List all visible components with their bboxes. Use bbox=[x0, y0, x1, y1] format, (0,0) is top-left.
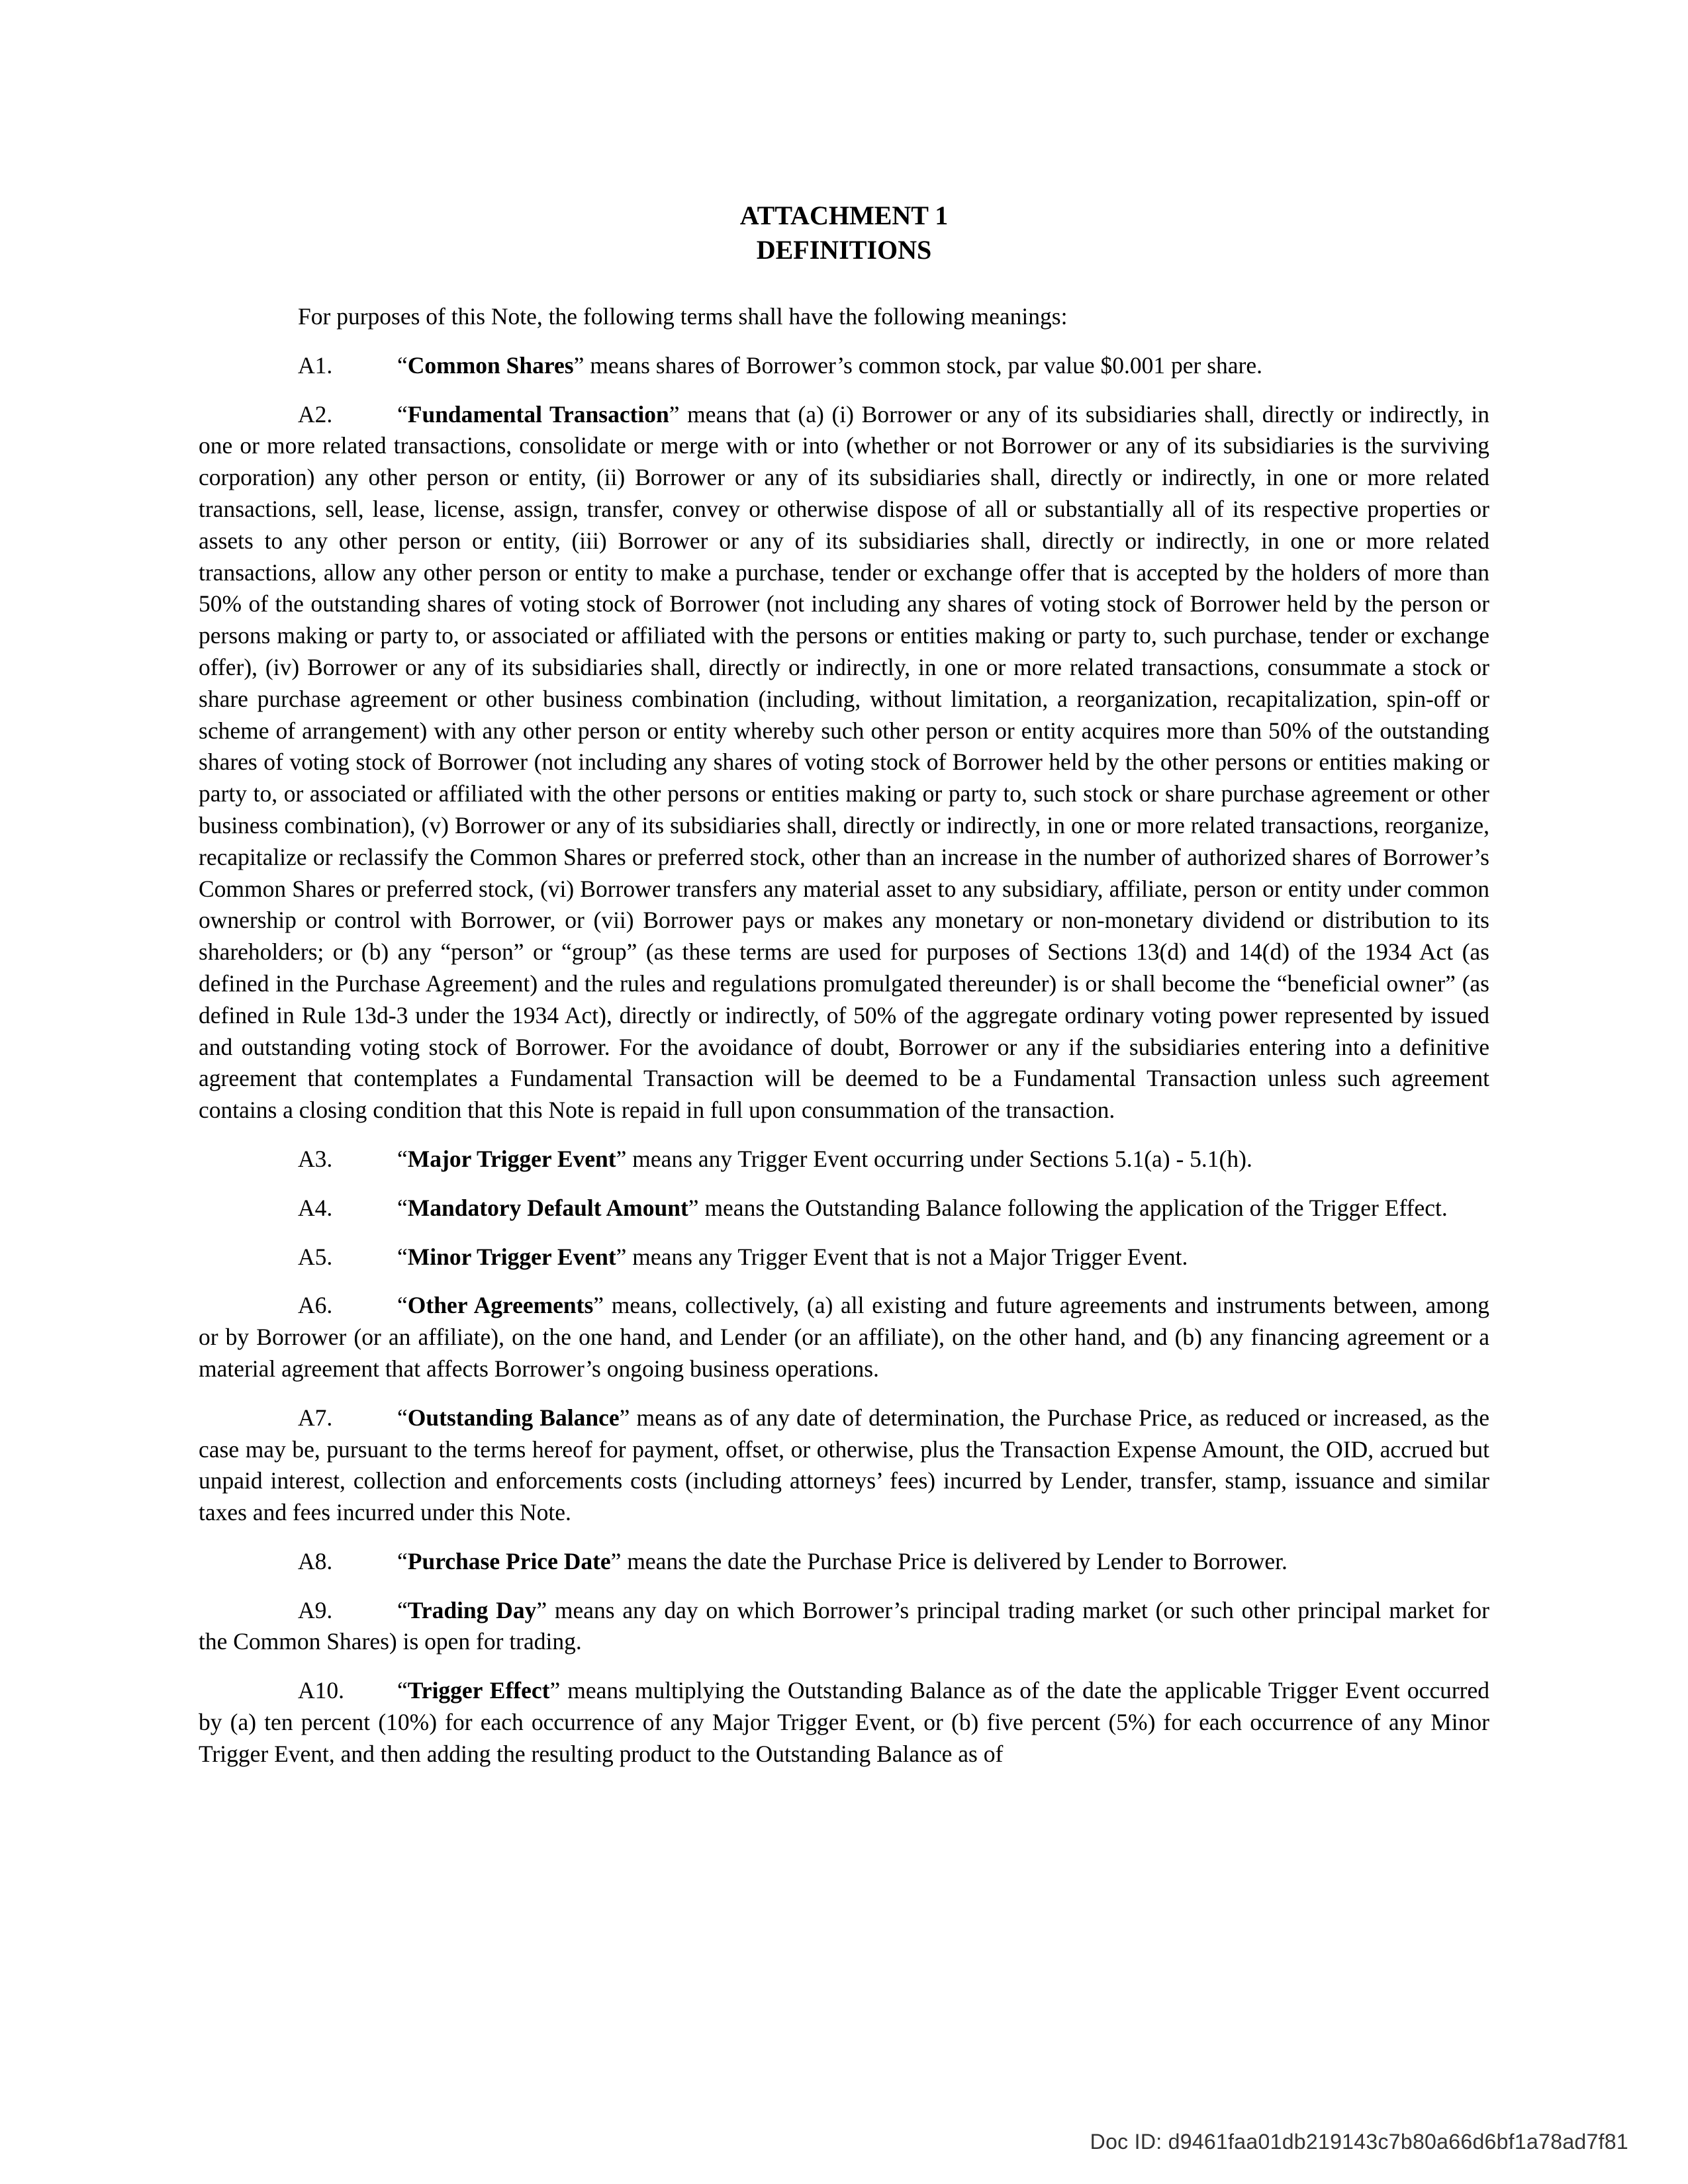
definition-term: Outstanding Balance bbox=[407, 1404, 620, 1431]
definition-text: means the date the Purchase Price is delivered by Lender to Borrower. bbox=[621, 1547, 1288, 1574]
definition-text: means any Trigger Event occurring under Sections 5.1(a) - 5.1(h). bbox=[626, 1145, 1252, 1172]
attachment-title: ATTACHMENT 1 bbox=[739, 201, 949, 230]
definition-text: means any day on which Borrower’s principal trading market (or such other principal market for the Common Shares) is open for trading. bbox=[199, 1596, 1489, 1655]
definition-a1: A1. “Common Shares” means shares of Borrower’s common stock, par value $0.001 per share. bbox=[199, 350, 1489, 382]
definition-a5: A5. “Minor Trigger Event” means any Trigger Event that is not a Major Trigger Event. bbox=[199, 1242, 1489, 1273]
definition-term: Mandatory Default Amount bbox=[407, 1194, 688, 1221]
definition-text: means that (a) (i) Borrower or any of its subsidiaries shall, directly or indirectly, in one or more related transactions, consolidate or merge with or into (whether or not Borrower or any of its subsidiaries is the surviving corporation) any other person or entity, (ii) Borrower or any of its subsidiaries shall, directly or indirectly, in one or more related transactions, sell, lease, license, assign, transfer, convey or otherwise dispose of all or substantially all of its respective properties or assets to any other person or entity, (iii) Borrower or any of its subsidiaries shall, directly or indirectly, in one or more related transactions, allow any other person or entity to make a purchase, tender or exchange offer that is accepted by the holders of more than 50% of the outstanding shares of voting stock of Borrower (not including any shares of voting stock of Borrower held by the person or persons making or party to, or associated or affiliated with the persons or entities making or party to, such purchase, tender or exchange offer), (iv) Borrower or any of its subsidiaries shall, directly or indirectly, in one or more related transactions, consummate a stock or share purchase agreement or other business combination (including, without limitation, a reorganization, recapitalization, spin-off or scheme of arrangement) with any other person or entity whereby such other person or entity acquires more than 50% of the outstanding shares of voting stock of Borrower (not including any shares of voting stock of Borrower held by the other persons or entities making or party to, or associated or affiliated with the other persons or entities making or party to, such stock or share purchase agreement or other business combination), (v) Borrower or any of its subsidiaries shall, directly or indirectly, in one or more related transactions, reorganize, recapitalize or reclassify the Common Shares or preferred stock, other than an increase in the number of authorized shares of Borrower’s Common Shares or preferred stock, (vi) Borrower transfers any material asset to any subsidiary, affiliate, person or entity under common ownership or control with Borrower, or (vii) Borrower pays or makes any monetary or non-monetary dividend or distribution to its shareholders; or (b) any “person” or “group” (as these terms are used for purposes of Sections 13(d) and 14(d) of the 1934 Act (as defined in the Purchase Agreement) and the rules and regulations promulgated thereunder) is or shall become the “beneficial owner” (as defined in Rule 13d-3 under the 1934 Act), directly or indirectly, of 50% of the aggregate ordinary voting power represented by issued and outstanding voting stock of Borrower. For the avoidance of doubt, Borrower or any if the subsidiaries entering into a definitive agreement that contemplates a Fundamental Transaction will be deemed to be a Fundamental Transaction unless such agreement contains a closing condition that this Note is repaid in full upon consummation of the transaction. bbox=[199, 400, 1489, 1124]
definition-a6: A6. “Other Agreements” means, collectively, (a) all existing and future agreements and instruments between, among or by Borrower (or an affiliate), on the one hand, and Lender (or an affiliate), on the other hand, and (b) any financing agreement or a material agreement that affects Borrower’s ongoing business operations. bbox=[199, 1290, 1489, 1385]
definition-number: A8. bbox=[298, 1547, 333, 1574]
definition-number: A4. bbox=[298, 1194, 333, 1221]
definition-number: A10. bbox=[298, 1677, 345, 1704]
definition-text: means any Trigger Event that is not a Major Trigger Event. bbox=[626, 1243, 1188, 1270]
definition-text: means the Outstanding Balance following the application of the Trigger Effect. bbox=[698, 1194, 1448, 1221]
definition-text: means shares of Borrower’s common stock, par value $0.001 per share. bbox=[584, 351, 1262, 379]
definitions-title: DEFINITIONS bbox=[756, 235, 932, 265]
definition-term: Other Agreements bbox=[407, 1292, 594, 1319]
definition-text: means, collectively, (a) all existing and future agreements and instruments between, among or by Borrower (or an affiliate), on the one hand, and Lender (or an affiliate), on the other hand, and (b) any financing agreement or a material agreement that affects Borrower’s ongoing business operations. bbox=[199, 1292, 1489, 1382]
definition-number: A3. bbox=[298, 1145, 333, 1172]
definition-term: Minor Trigger Event bbox=[407, 1243, 616, 1270]
definition-a3: A3. “Major Trigger Event” means any Trigger Event occurring under Sections 5.1(a) - 5.1(h). bbox=[199, 1144, 1489, 1175]
definition-term: Common Shares bbox=[407, 351, 574, 379]
definition-a2: A2. “Fundamental Transaction” means that (a) (i) Borrower or any of its subsidiaries shall, directly or indirectly, in one or more related transactions, consolidate or merge with or into (whether or not Borrower or any of its subsidiaries is the surviving corporation) any other person or entity, (ii) Borrower or any of its subsidiaries shall, directly or indirectly, in one or more related transactions, sell, lease, license, assign, transfer, convey or otherwise dispose of all or substantially all of its respective properties or assets to any other person or entity, (iii) Borrower or any of its subsidiaries shall, directly or indirectly, in one or more related transactions, allow any other person or entity to make a purchase, tender or exchange offer that is accepted by the holders of more than 50% of the outstanding shares of voting stock of Borrower (not including any shares of voting stock of Borrower held by the person or persons making or party to, or associated or affiliated with the persons or entities making or party to, such purchase, tender or exchange offer), (iv) Borrower or any of its subsidiaries shall, directly or indirectly, in one or more related transactions, consummate a stock or share purchase agreement or other business combination (including, without limitation, a reorganization, recapitalization, spin-off or scheme of arrangement) with any other person or entity whereby such other person or entity acquires more than 50% of the outstanding shares of voting stock of Borrower (not including any shares of voting stock of Borrower held by the other persons or entities making or party to, or associated or affiliated with the other persons or entities making or party to, such stock or share purchase agreement or other business combination), (v) Borrower or any of its subsidiaries shall, directly or indirectly, in one or more related transactions, reorganize, recapitalize or reclassify the Common Shares or preferred stock, other than an increase in the number of authorized shares of Borrower’s Common Shares or preferred stock, (vi) Borrower transfers any material asset to any subsidiary, affiliate, person or entity under common ownership or control with Borrower, or (vii) Borrower pays or makes any monetary or non-monetary dividend or distribution to its shareholders; or (b) any “person” or “group” (as these terms are used for purposes of Sections 13(d) and 14(d) of the 1934 Act (as defined in the Purchase Agreement) and the rules and regulations promulgated thereunder) is or shall become the “beneficial owner” (as defined in Rule 13d-3 under the 1934 Act), directly or indirectly, of 50% of the aggregate ordinary voting power represented by issued and outstanding voting stock of Borrower. For the avoidance of doubt, Borrower or any if the subsidiaries entering into a definitive agreement that contemplates a Fundamental Transaction will be deemed to be a Fundamental Transaction unless such agreement contains a closing condition that this Note is repaid in full upon consummation of the transaction. bbox=[199, 399, 1489, 1126]
definition-text: means multiplying the Outstanding Balance as of the date the applicable Trigger Event occurred by (a) ten percent (10%) for each occurrence of any Major Trigger Event, or (b) five percent (5%) for each occurrence of any Minor Trigger Event, and then adding the resulting product to the Outstanding Balance as of bbox=[199, 1677, 1489, 1767]
definition-number: A5. bbox=[298, 1243, 333, 1270]
definition-a10: A10. “Trigger Effect” means multiplying the Outstanding Balance as of the date the applicable Trigger Event occurred by (a) ten percent (10%) for each occurrence of any Major Trigger Event, or (b) five percent (5%) for each occurrence of any Minor Trigger Event, and then adding the resulting product to the Outstanding Balance as of bbox=[199, 1675, 1489, 1770]
definition-text: means as of any date of determination, the Purchase Price, as reduced or increased, as the case may be, pursuant to the terms hereof for payment, offset, or otherwise, plus the Transaction Expense Amount, the OID, accrued but unpaid interest, collection and enforcements costs (including attorneys’ fees) incurred by Lender, transfer, stamp, issuance and similar taxes and fees incurred under this Note. bbox=[199, 1404, 1489, 1526]
definition-number: A2. bbox=[298, 400, 333, 428]
definition-term: Fundamental Transaction bbox=[407, 400, 669, 428]
document-body bbox=[199, 301, 1489, 1788]
definition-number: A1. bbox=[298, 351, 333, 379]
definition-a9: A9. “Trading Day” means any day on which Borrower’s principal trading market (or such other principal market for the Common Shares) is open for trading. bbox=[199, 1595, 1489, 1659]
definition-term: Trigger Effect bbox=[407, 1677, 550, 1704]
definition-a7: A7. “Outstanding Balance” means as of any date of determination, the Purchase Price, as reduced or increased, as the case may be, pursuant to the terms hereof for payment, offset, or otherwise, plus the Transaction Expense Amount, the OID, accrued but unpaid interest, collection and enforcements costs (including attorneys’ fees) incurred by Lender, transfer, stamp, issuance and similar taxes and fees incurred under this Note. bbox=[199, 1402, 1489, 1529]
doc-id-footer: Doc ID: d9461faa01db219143c7b80a66d6bf1a78ad7f81 bbox=[1090, 2130, 1628, 2154]
intro-paragraph: For purposes of this Note, the following terms shall have the following meanings: bbox=[298, 303, 1068, 330]
definition-a8: A8. “Purchase Price Date” means the date the Purchase Price is delivered by Lender to Borrower. bbox=[199, 1546, 1489, 1578]
definition-number: A7. bbox=[298, 1404, 333, 1431]
definition-term: Purchase Price Date bbox=[407, 1547, 611, 1574]
definition-number: A6. bbox=[298, 1292, 333, 1319]
definition-a4: A4. “Mandatory Default Amount” means the Outstanding Balance following the application of the Trigger Effect. bbox=[199, 1193, 1489, 1224]
definition-term: Major Trigger Event bbox=[407, 1145, 616, 1172]
definition-term: Trading Day bbox=[407, 1596, 537, 1623]
definition-number: A9. bbox=[298, 1596, 333, 1623]
